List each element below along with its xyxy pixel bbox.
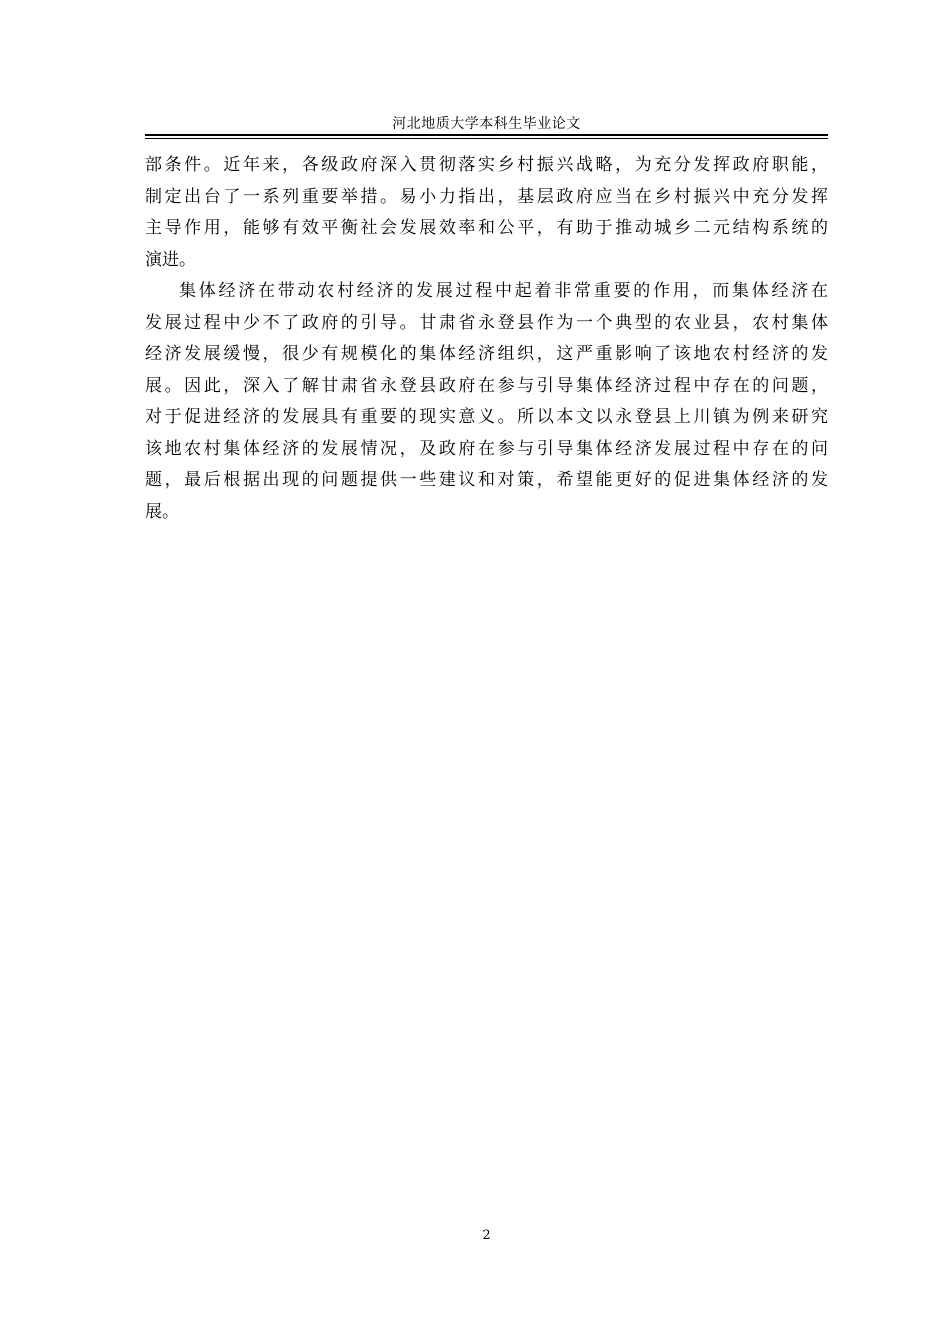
paragraph-2-line-4: 展。因此，深入了解甘肃省永登县政府在参与引导集体经济过程中存在的问题， <box>145 375 828 396</box>
paragraph-1-line-1: 部条件。近年来，各级政府深入贯彻落实乡村振兴战略，为充分发挥政府职能， <box>145 155 828 175</box>
paragraph-2-line-2: 发展过程中少不了政府的引导。甘肃省永登县作为一个典型的农业县，农村集体 <box>145 312 828 333</box>
paragraph-1-line-2: 制定出台了一系列重要举措。易小力指出，基层政府应当在乡村振兴中充分发挥 <box>145 186 828 207</box>
header-rule-thick <box>145 134 828 136</box>
paragraph-2 <box>145 276 828 528</box>
paragraph-2-line-8: 展。 <box>145 501 179 522</box>
header-rule-thin <box>145 138 828 139</box>
body-text <box>145 150 828 528</box>
paragraph-2-line-1: 集体经济在带动农村经济的发展过程中起着非常重要的作用，而集体经济在 <box>179 281 828 301</box>
paragraph-2-line-3: 经济发展缓慢，很少有规模化的集体经济组织，这严重影响了该地农村经济的发 <box>145 344 828 364</box>
paragraph-1-line-3: 主导作用，能够有效平衡社会发展效率和公平，有助于推动城乡二元结构系统的 <box>145 218 828 238</box>
running-header-title: 河北地质大学本科生毕业论文 <box>392 116 581 132</box>
paragraph-2-line-5: 对于促进经济的发展具有重要的现实意义。所以本文以永登县上川镇为例来研究 <box>145 407 828 427</box>
paragraph-1 <box>145 150 828 276</box>
paragraph-1-line-4: 演进。 <box>145 249 196 270</box>
paragraph-2-line-7: 题，最后根据出现的问题提供一些建议和对策，希望能更好的促进集体经济的发 <box>145 470 828 490</box>
page-number: 2 <box>482 1228 491 1243</box>
paragraph-2-line-6: 该地农村集体经济的发展情况，及政府在参与引导集体经济发展过程中存在的问 <box>145 438 828 459</box>
